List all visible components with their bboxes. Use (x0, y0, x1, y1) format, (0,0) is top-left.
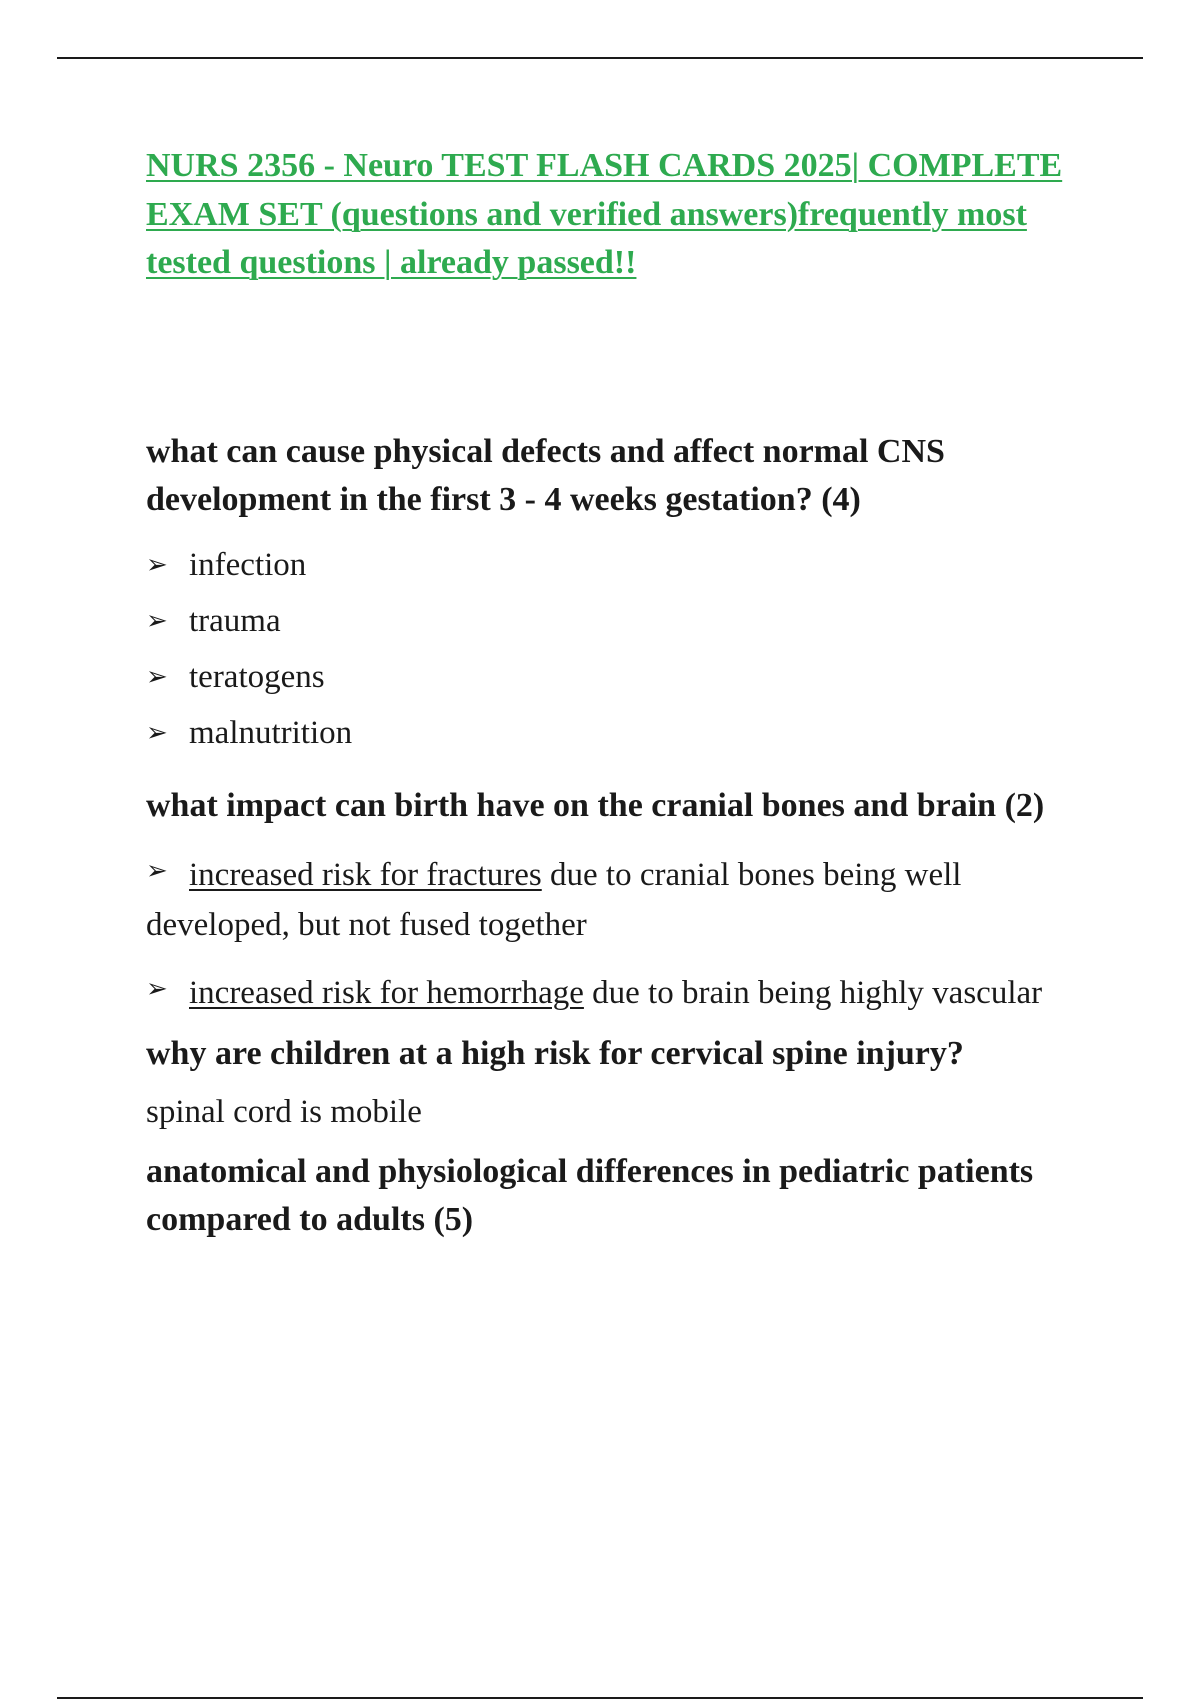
question-3: why are children at a high risk for cervical spine injury? (146, 1034, 964, 1072)
list-item (146, 544, 1086, 600)
answer-text: trauma (189, 602, 281, 639)
top-rule (57, 57, 1143, 59)
question-2: what impact can birth have on the cranial bones and brain (2) (146, 786, 1045, 824)
arrow-bullet-icon: ➢ (146, 855, 168, 886)
arrow-bullet-icon: ➢ (146, 661, 168, 692)
answer-text: malnutrition (189, 714, 353, 751)
arrow-bullet-icon: ➢ (146, 973, 168, 1004)
question-4: anatomical and physiological differences in pediatric patients compared to adults (5) (146, 1152, 1034, 1238)
question-1: what can cause physical defects and affect normal CNS development in the first 3 - 4 weeks gestation? (4) (146, 432, 945, 518)
answer-2-1-underlined: increased risk for fractures (189, 856, 542, 893)
page-content (146, 142, 1086, 1244)
answer-2-1 (146, 850, 1086, 950)
answer-list-1 (146, 544, 1086, 768)
list-item (146, 712, 1086, 768)
answer-2-1-rest: due to cranial bones being well developed, but not fused together (146, 856, 962, 943)
document-title[interactable]: NURS 2356 - Neuro TEST FLASH CARDS 2025| COMPLETE EXAM SET (questions and verified answers)frequently most tested questions | already passed!! (146, 147, 1063, 281)
list-item (146, 656, 1086, 712)
answer-2-2-underlined: increased risk for hemorrhage (189, 974, 584, 1011)
answer-2-2 (146, 968, 1086, 1018)
answer-text: infection (189, 546, 307, 583)
answer-2-2-rest: due to brain being highly vascular (583, 974, 1043, 1011)
bottom-rule (57, 1697, 1143, 1699)
arrow-bullet-icon: ➢ (146, 605, 168, 636)
arrow-bullet-icon: ➢ (146, 717, 168, 748)
answer-text: teratogens (189, 658, 325, 695)
arrow-bullet-icon: ➢ (146, 549, 168, 580)
answer-3: spinal cord is mobile (146, 1093, 422, 1130)
list-item (146, 600, 1086, 656)
